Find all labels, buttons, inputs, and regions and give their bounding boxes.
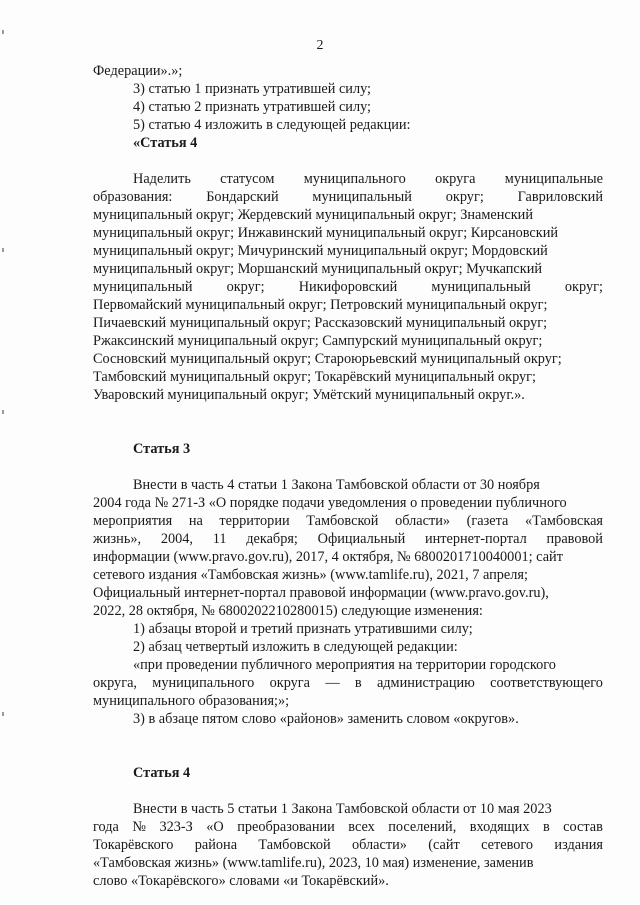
text-line: муниципальный округ; Инжавинский муниципальный округ; Кирсановский xyxy=(93,225,559,241)
justified-line: муниципальный округ; Никифоровский муниципальный округ; xyxy=(93,279,603,295)
text-line: 3) в абзаце пятом слово «районов» заменить словом «округов». xyxy=(133,711,519,727)
text-line: 3) статью 1 признать утратившей силу; xyxy=(133,81,372,97)
text-line: Пичаевский муниципальный округ; Рассказовский муниципальный округ; xyxy=(93,315,548,331)
text-line: Уваровский муниципальный округ; Умётский муниципальный округ.». xyxy=(93,387,525,403)
text-line: Официальный интернет-портал правовой информации (www.pravo.gov.ru), xyxy=(93,585,549,601)
justified-line: Токарёвского района Тамбовской области» (сайт сетевого издания xyxy=(93,837,603,853)
text-line: «при проведении публичного мероприятия на территории городского xyxy=(133,657,556,673)
text-line: сетевого издания «Тамбовская жизнь» (www.tamlife.ru), 2021, 7 апреля; xyxy=(93,567,528,583)
justified-line: образования: Бондарский муниципальный округ; Гавриловский xyxy=(93,189,603,205)
text-line: Сосновский муниципальный округ; Староюрьевский муниципальный округ; xyxy=(93,351,562,367)
paragraph-article-4 xyxy=(93,800,603,890)
text-line: Федерации».»; xyxy=(93,63,183,79)
justified-line: Наделить статусом муниципального округа муниципальные xyxy=(133,171,603,187)
paragraph-article-3 xyxy=(93,476,603,728)
text-line: 2004 года № 271-З «О порядке подачи уведомления о проведении публичного xyxy=(93,495,567,511)
text-line: Первомайский муниципальный округ; Петровский муниципальный округ; xyxy=(93,297,548,313)
page-number: 2 xyxy=(316,38,324,53)
text-line: муниципального образования;»; xyxy=(93,693,290,709)
justified-line: жизнь», 2004, 11 декабря; Официальный интернет-портал правовой xyxy=(93,531,603,547)
article-4-heading: «Статья 4 xyxy=(133,135,198,151)
document-body xyxy=(93,62,603,890)
justified-line: мероприятия на территории Тамбовской области» (газета «Тамбовская xyxy=(93,513,603,529)
paragraph-municipal-districts xyxy=(93,170,603,404)
text-line: слово «Токарёвского» словами «и Токарёвский». xyxy=(93,873,389,889)
text-line: «Тамбовская жизнь» (www.tamlife.ru), 2023, 10 мая) изменение, заменив xyxy=(93,855,534,871)
article-3-heading: Статья 3 xyxy=(133,441,191,457)
text-line: Ржаксинский муниципальный округ; Сампурский муниципальный округ; xyxy=(93,333,543,349)
text-line: муниципальный округ; Моршанский муниципальный округ; Мучкапский xyxy=(93,261,542,277)
text-line: информации (www.pravo.gov.ru), 2017, 4 октября, № 6800201710040001; сайт xyxy=(93,549,563,565)
scan-margin-mark xyxy=(2,410,4,414)
text-line: 2022, 28 октября, № 6800202210280015) следующие изменения: xyxy=(93,603,483,619)
justified-line: округа, муниципального округа — в администрацию соответствующего xyxy=(93,675,603,691)
text-line: 1) абзацы второй и третий признать утратившими силу; xyxy=(133,621,473,637)
text-line: Тамбовский муниципальный округ; Токарёвский муниципальный округ; xyxy=(93,369,537,385)
scan-margin-mark xyxy=(2,248,4,252)
scan-margin-mark xyxy=(2,712,4,716)
text-line: Внести в часть 4 статьи 1 Закона Тамбовской области от 30 ноября xyxy=(133,477,540,493)
text-line: 5) статью 4 изложить в следующей редакции: xyxy=(133,117,411,133)
text-line: Внести в часть 5 статьи 1 Закона Тамбовской области от 10 мая 2023 xyxy=(133,801,552,817)
text-line: 2) абзац четвертый изложить в следующей редакции: xyxy=(133,639,458,655)
text-line: 4) статью 2 признать утратившей силу; xyxy=(133,99,372,115)
article-4-heading: Статья 4 xyxy=(133,765,191,781)
scan-margin-mark xyxy=(2,30,4,34)
text-line: муниципальный округ; Жердевский муниципальный округ; Знаменский xyxy=(93,207,533,223)
text-line: муниципальный округ; Мичуринский муниципальный округ; Мордовский xyxy=(93,243,548,259)
justified-line: года № 323-З «О преобразовании всех поселений, входящих в состав xyxy=(93,819,603,835)
